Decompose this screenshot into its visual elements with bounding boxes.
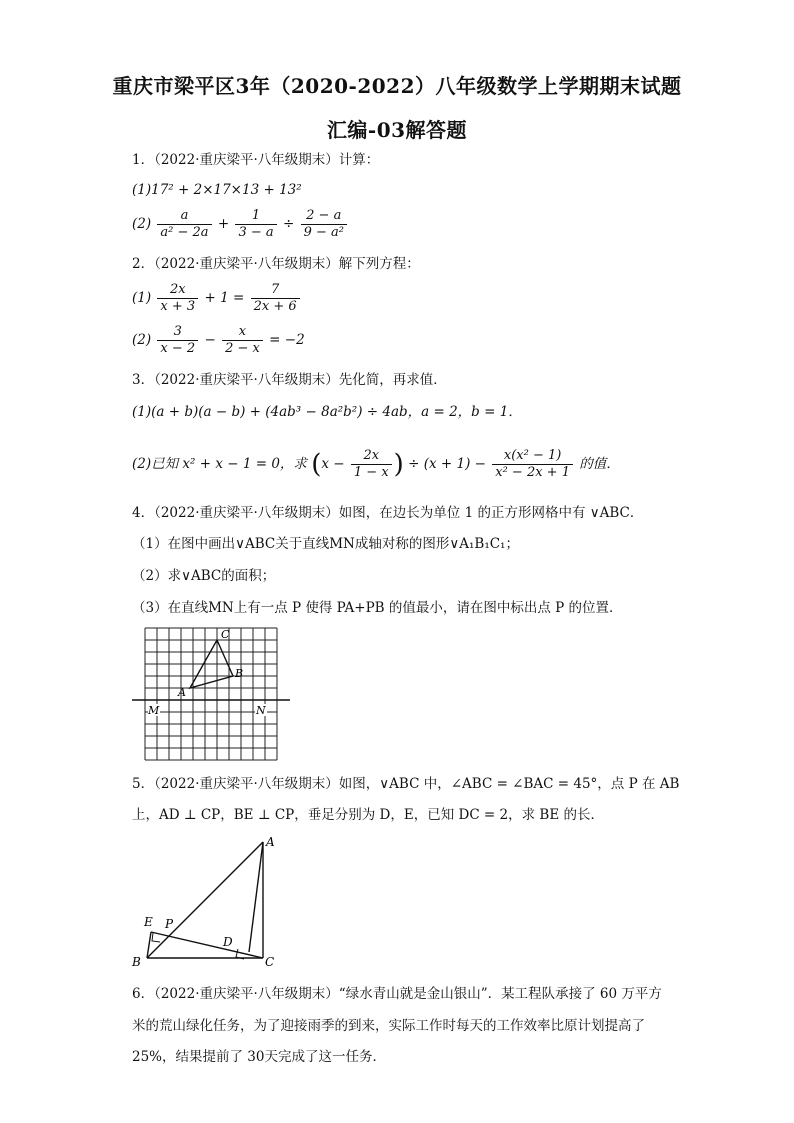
label-p: P <box>165 917 174 931</box>
q5-triangle-figure <box>128 832 288 972</box>
fraction: $\frac{\text{x(x² − 1)}}{\text{x² − 2x + 1}}$ <box>492 448 573 481</box>
question-number: 1． <box>132 152 155 168</box>
q4-sub2: （2）求∨ABC的面积； <box>132 568 276 584</box>
q6-text-line3: 25%，结果提前了 30天完成了这一任务． <box>132 1049 386 1065</box>
fraction: $\frac{2 - a}{\text{9 − a²}}$ <box>301 208 347 241</box>
q3-part1: (1)(a + b)(a − b) + (4ab³ − 8a²b²) ÷ 4ab，a = 2，b = 1． <box>132 404 522 420</box>
label-e: E <box>144 915 153 929</box>
q1-part2: (2) $\frac{a}{\text{a² − 2a}}$ + $\frac{1}{3 - a}$ ÷ $\frac{2 - a}{\text{9 − a²}}$ <box>132 208 349 241</box>
question-3-header: 3．（2022·重庆梁平·八年级期末）先化简，再求值． <box>132 372 447 388</box>
q6-text-line2: 米的荒山绿化任务，为了迎接雨季的到来，实际工作时每天的工作效率比原计划提高了 <box>132 1018 645 1034</box>
fraction: $\frac{2x}{1 - x}$ <box>351 448 392 481</box>
label-d: D <box>223 935 233 949</box>
q4-sub3: （3）在直线MN上有一点 P 使得 PA+PB 的值最小，请在图中标出点 P 的位置． <box>132 600 623 616</box>
q1-part1: (1)17² + 2×17×13 + 13² <box>132 182 302 198</box>
fraction: $\frac{7}{2x + 6}$ <box>251 282 300 315</box>
q2-part2: (2) $\frac{3}{x - 2}$ − $\frac{x}{2 - x}$ = −2 <box>132 324 305 356</box>
label-a: A <box>266 835 275 849</box>
label-a: A <box>178 686 186 699</box>
q2-part1: (1) $\frac{2x}{x + 3}$ + 1 = $\frac{7}{2x + 6}$ <box>132 282 302 315</box>
fraction: $\frac{a}{\text{a² − 2a}}$ <box>157 208 211 241</box>
page-title-line1: 重庆市梁平区3年（2020-2022）八年级数学上学期期末试题 <box>112 74 682 98</box>
label-m: M <box>148 704 160 717</box>
label-c: C <box>221 628 230 641</box>
question-source: （2022·重庆梁平·八年级期末） <box>154 152 339 168</box>
label-b: B <box>235 667 244 680</box>
page-title-line2: 汇编-03解答题 <box>326 118 468 142</box>
q5-text-line2: 上，AD ⊥ CP，BE ⊥ CP，垂足分别为 D，E，已知 DC = 2，求 BE 的长． <box>132 807 604 823</box>
label-b: B <box>132 955 141 969</box>
fraction: $\frac{3}{x - 2}$ <box>157 324 198 357</box>
question-4-header: 4．（2022·重庆梁平·八年级期末）如图，在边长为单位 1 的正方形网格中有 ∨ABC． <box>132 505 644 521</box>
question-2-header: 2．（2022·重庆梁平·八年级期末）解下列方程： <box>132 256 420 272</box>
label-c: C <box>265 955 275 969</box>
fraction: $\frac{x}{2 - x}$ <box>222 324 263 357</box>
q4-grid-figure <box>130 624 295 764</box>
question-5-header: 5．（2022·重庆梁平·八年级期末）如图，∨ABC 中，∠ABC = ∠BAC = 45°，点 P 在 AB <box>132 776 680 792</box>
q4-sub1: （1）在图中画出∨ABC关于直线MN成轴对称的图形∨A₁B₁C₁； <box>132 536 519 552</box>
q3-part2: (2)已知 x² + x − 1 = 0，求 (x − $\frac{2x}{1 - x}$ ) ÷ (x + 1) − $\frac{\text{x(x² − 1)}}{\text{x² − 2x + 1}}$ 的值． <box>132 448 620 480</box>
question-text: 计算： <box>338 152 380 168</box>
question-6-header: 6．（2022·重庆梁平·八年级期末）“绿水青山就是金山银山”．某工程队承接了 60 万平方 <box>132 986 662 1002</box>
fraction: $\frac{2x}{x + 3}$ <box>157 282 198 315</box>
question-1-header <box>132 150 379 170</box>
label-n: N <box>256 704 266 717</box>
fraction: $\frac{1}{3 - a}$ <box>235 208 276 241</box>
